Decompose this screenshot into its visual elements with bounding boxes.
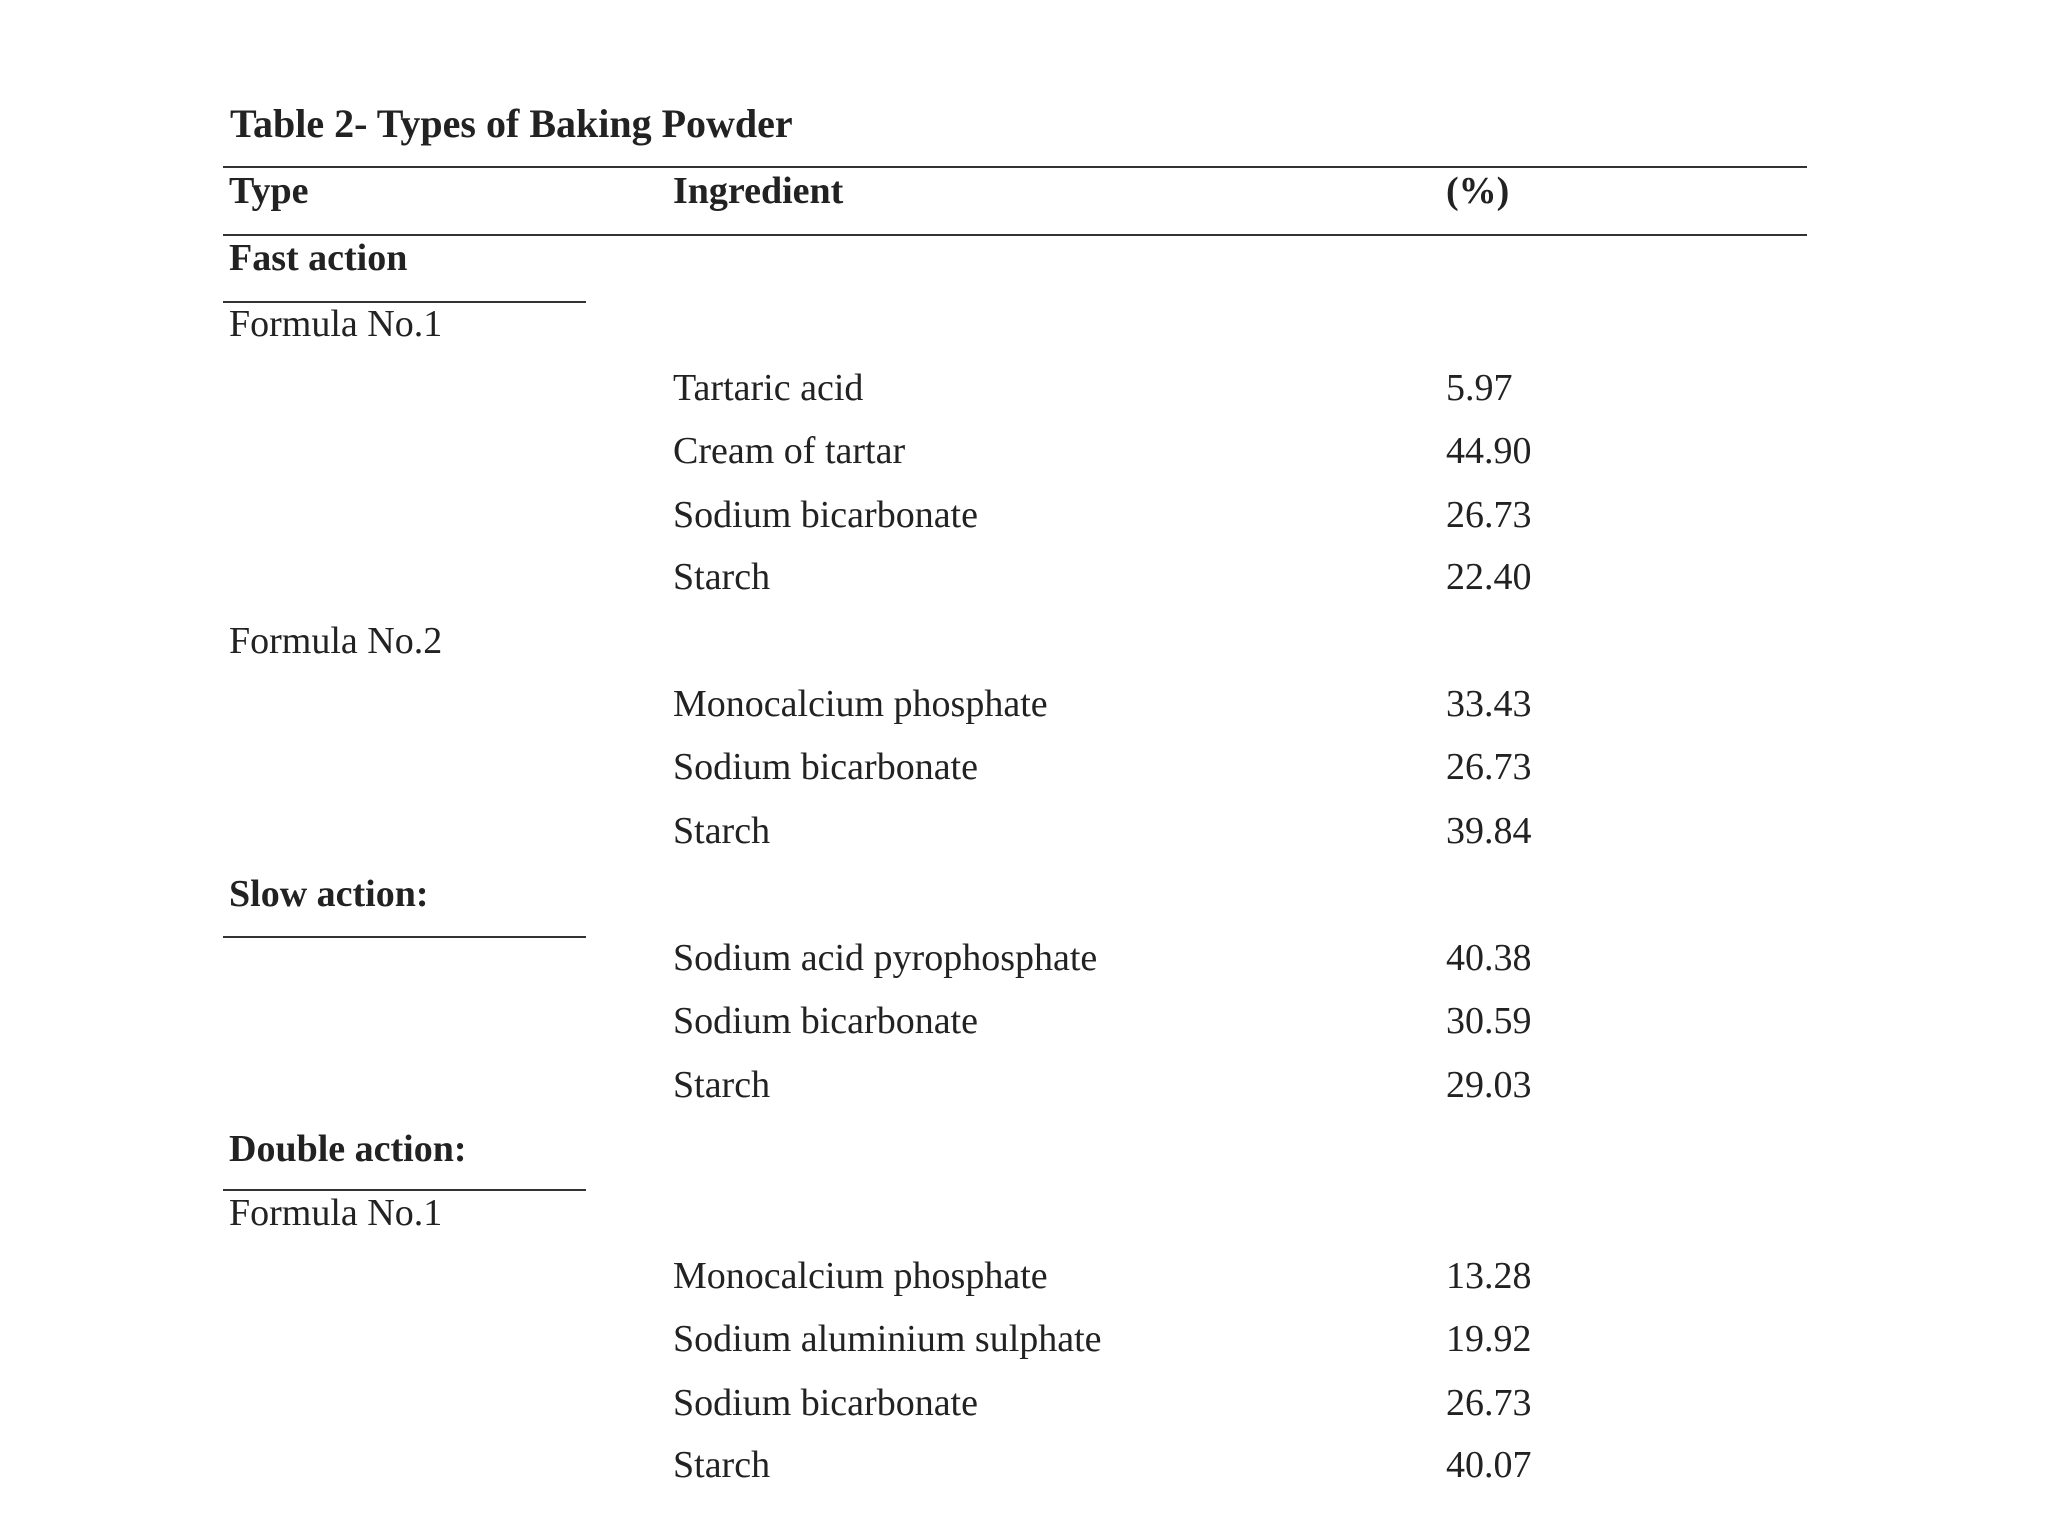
- percent-cell: 26.73: [1446, 494, 1532, 536]
- ingredient-cell: Monocalcium phosphate: [673, 1255, 1048, 1297]
- formula-label: Formula No.1: [229, 1192, 443, 1234]
- ingredient-cell: Sodium bicarbonate: [673, 494, 978, 536]
- group-label-double-action: Double action:: [229, 1128, 467, 1170]
- percent-cell: 30.59: [1446, 1000, 1532, 1042]
- ingredient-cell: Sodium bicarbonate: [673, 1382, 978, 1424]
- ingredient-cell: Starch: [673, 810, 771, 852]
- ingredient-cell: Starch: [673, 1444, 771, 1486]
- column-header-ingredient: Ingredient: [673, 170, 844, 212]
- percent-cell: 13.28: [1446, 1255, 1532, 1297]
- percent-cell: 29.03: [1446, 1064, 1532, 1106]
- percent-cell: 39.84: [1446, 810, 1532, 852]
- ingredient-cell: Sodium acid pyrophosphate: [673, 937, 1098, 979]
- group-underline-slow-action: [223, 936, 586, 938]
- percent-cell: 22.40: [1446, 556, 1532, 598]
- percent-cell: 26.73: [1446, 746, 1532, 788]
- percent-cell: 26.73: [1446, 1382, 1532, 1424]
- group-label-fast-action: Fast action: [229, 237, 408, 279]
- column-header-type: Type: [229, 170, 309, 212]
- percent-cell: 19.92: [1446, 1318, 1532, 1360]
- ingredient-cell: Starch: [673, 1064, 771, 1106]
- formula-label: Formula No.1: [229, 303, 443, 345]
- ingredient-cell: Sodium bicarbonate: [673, 1000, 978, 1042]
- percent-cell: 5.97: [1446, 367, 1513, 409]
- percent-cell: 44.90: [1446, 430, 1532, 472]
- ingredient-cell: Tartaric acid: [673, 367, 864, 409]
- column-header-percent: (%): [1446, 170, 1510, 212]
- ingredient-cell: Sodium aluminium sulphate: [673, 1318, 1102, 1360]
- group-label-slow-action: Slow action:: [229, 873, 429, 915]
- ingredient-cell: Sodium bicarbonate: [673, 746, 978, 788]
- percent-cell: 40.07: [1446, 1444, 1532, 1486]
- percent-cell: 33.43: [1446, 683, 1532, 725]
- table-top-rule: [223, 166, 1807, 168]
- table-header-rule: [223, 234, 1807, 236]
- percent-cell: 40.38: [1446, 937, 1532, 979]
- formula-label: Formula No.2: [229, 620, 443, 662]
- ingredient-cell: Starch: [673, 556, 771, 598]
- ingredient-cell: Monocalcium phosphate: [673, 683, 1048, 725]
- table-caption: Table 2- Types of Baking Powder: [230, 101, 793, 146]
- ingredient-cell: Cream of tartar: [673, 430, 906, 472]
